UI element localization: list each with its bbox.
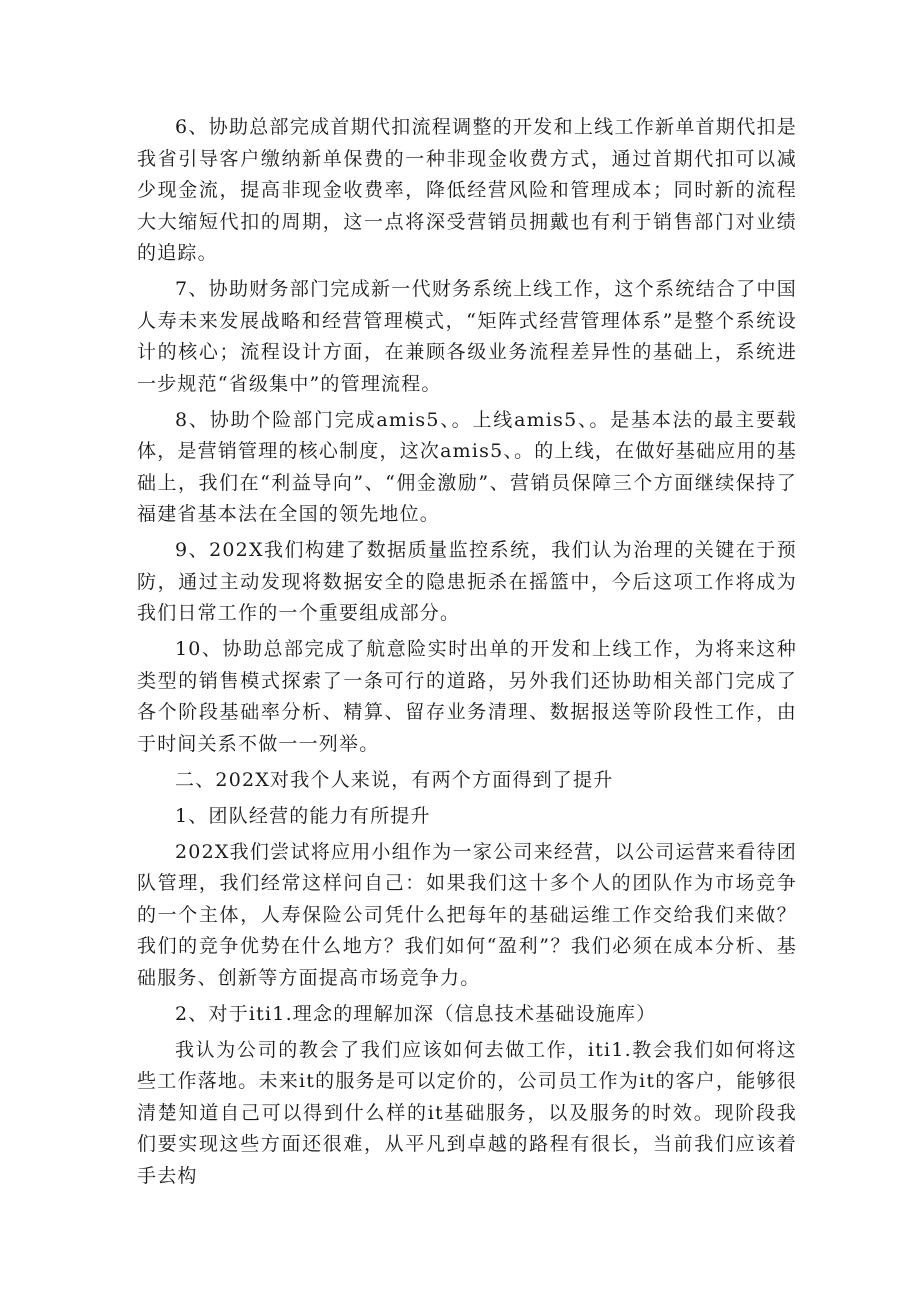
- paragraph-item-6: 6、协助总部完成首期代扣流程调整的开发和上线工作新单首期代扣是我省引导客户缴纳新单保费的一种非现金收费方式，通过首期代扣可以减少现金流，提高非现金收费率，降低经营风险和管理成本；同时新的流程大大缩短代扣的周期，这一点将深受营销员拥戴也有利于销售部门对业绩的追踪。: [137, 116, 797, 264]
- paragraph-team-management: 202X我们尝试将应用小组作为一家公司来经营，以公司运营来看待团队管理，我们经常这样问自己：如果我们这十多个人的团队作为市场竞争的一个主体，人寿保险公司凭什么把每年的基础运维工作交给我们来做？我们的竞争优势在什么地方？我们如何“盈利”？我们必须在成本分析、基础服务、创新等方面提高市场竞争力。: [137, 840, 797, 989]
- paragraph-item-7: 7、协助财务部门完成新一代财务系统上线工作，这个系统结合了中国人寿未来发展战略和经营管理模式，“矩阵式经营管理体系”是整个系统设计的核心；流程设计方面，在兼顾各级业务流程差异性的基础上，系统进一步规范“省级集中”的管理流程。: [137, 278, 797, 395]
- paragraph-item-8: 8、协助个险部门完成amis5、。上线amis5、。是基本法的最主要载体，是营销管理的核心制度，这次amis5、。的上线，在做好基础应用的基础上，我们在“利益导向”、“佣金激励”、营销员保障三个方面继续保持了福建省基本法在全国的领先地位。: [137, 408, 797, 525]
- paragraph-item-9: 9、202X我们构建了数据质量监控系统，我们认为治理的关键在于预防，通过主动发现将数据安全的隐患扼杀在摇篮中，今后这项工作将成为我们日常工作的一个重要组成部分。: [137, 539, 797, 624]
- paragraph-itil: 我认为公司的教会了我们应该如何去做工作，iti1.教会我们如何将这些工作落地。未来it的服务是可以定价的，公司员工作为it的客户，能够很清楚知道自己可以得到什么样的it基础服务，以及服务的时效。现阶段我们要实现这些方面还很难，从平凡到卓越的路程有很长，当前我们应该着手去构: [137, 1038, 797, 1187]
- subheading-team-management: 1、团队经营的能力有所提升: [175, 804, 431, 827]
- paragraph-item-10: 10、协助总部完成了航意险实时出单的开发和上线工作，为将来这种类型的销售模式探索了一条可行的道路，另外我们还协助相关部门完成了各个阶段基础率分析、精算、留存业务清理、数据报送等阶段性工作，由于时间关系不做一一列举。: [137, 638, 797, 755]
- subheading-itil: 2、对于iti1.理念的理解加深（信息技术基础设施库）: [175, 1002, 657, 1025]
- section-heading-two: 二、202X对我个人来说，有两个方面得到了提升: [175, 768, 614, 791]
- document-body: [137, 112, 797, 1197]
